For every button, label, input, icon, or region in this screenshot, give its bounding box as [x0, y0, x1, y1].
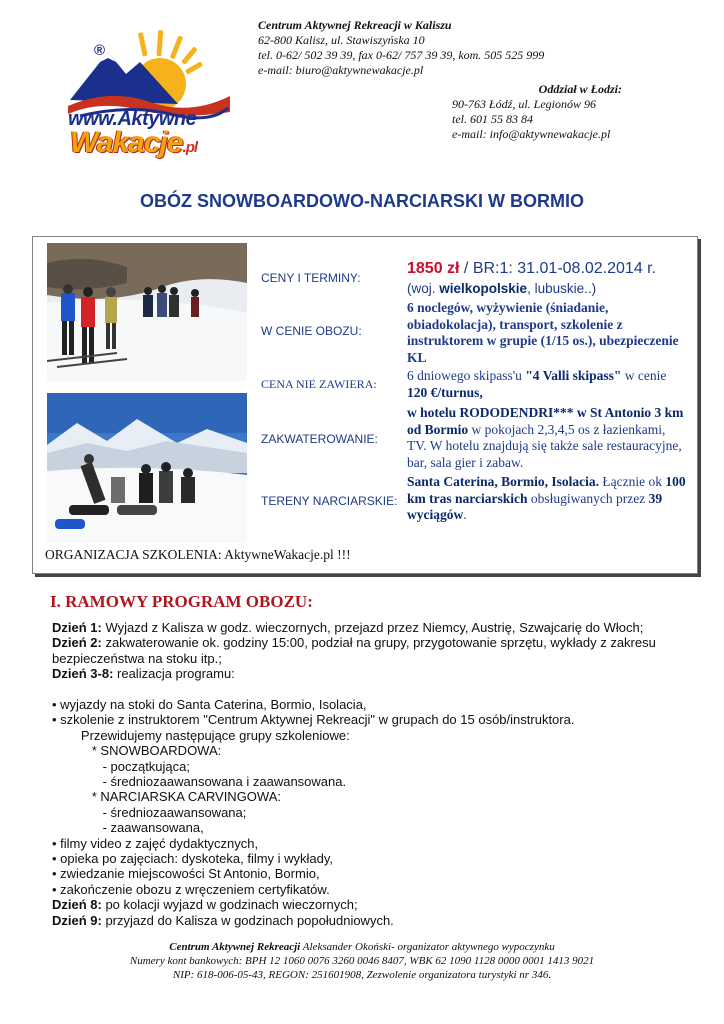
sun-mountain-logo-icon: [60, 22, 230, 122]
program-line: [52, 635, 692, 650]
program-day-label: Dzień 9:: [52, 912, 102, 928]
training-organizer: ORGANIZACJA SZKOLENIA: AktywneWakacje.pl !!!: [45, 547, 351, 562]
program-line: [52, 789, 692, 804]
program-line-text: - zaawansowana,: [52, 820, 204, 836]
program-line: [52, 913, 692, 928]
program-line-text: przyjazd do Kalisza w godzinach popołudniowych.: [101, 912, 394, 928]
logo-brand-top: Aktywne: [117, 108, 197, 130]
terrain-mid2: obsługiwanych przez: [527, 490, 649, 506]
excluded-pre: 6 dniowego skipass'u: [407, 368, 526, 383]
program-line-text: Przewidujemy następujące grupy szkoleniowe:: [52, 727, 350, 743]
program-line: [52, 882, 692, 897]
excluded-mid: w cenie: [621, 368, 667, 383]
footer-ids: NIP: 618-006-05-43, REGON: 251601908, Zezwolenie organizatora turystyki nr 346.: [172, 969, 552, 981]
branch-label: Oddział w Łodzi:: [538, 82, 622, 96]
program-line-text: bezpieczeństwa na stoku itp.;: [52, 650, 222, 666]
offer-box: [32, 236, 698, 574]
value-ski-terrain: [407, 474, 687, 524]
footer: [0, 940, 724, 982]
branch-phone: tel. 601 55 83 84: [452, 112, 533, 126]
program-line-text: • zakończenie obozu z wręczeniem certyfikatów.: [52, 881, 330, 897]
page-title: OBÓZ SNOWBOARDOWO-NARCIARSKI W BORMIO: [140, 191, 584, 211]
value-included: 6 noclegów, wyżywienie (śniadanie, obiadokolacja), transport, szkolenie z instruktorem w grupie (1/15 os.), ubezpieczenie KL: [407, 300, 679, 365]
program-line-text: - początkująca;: [52, 758, 190, 774]
excluded-skipass: "4 Valli skipass": [525, 368, 622, 383]
excluded-price: 120 €/turnus,: [407, 384, 483, 400]
program-line-text: - średniozaawansowana;: [52, 804, 247, 820]
terrain-end: .: [463, 507, 467, 522]
program-line: [52, 836, 692, 851]
program-line: [52, 851, 692, 866]
company-email[interactable]: e-mail: biuro@aktywnewakacje.pl: [258, 63, 424, 77]
logo-brand-bottom: Wakacje: [70, 126, 183, 159]
program-line: [52, 897, 692, 912]
ski-group-photo-1: [47, 243, 247, 381]
program-line: [52, 682, 692, 697]
program-line-text: • opieka po zajęciach: dyskoteka, filmy i wykłady,: [52, 851, 334, 867]
footer-org-rest: Aleksander Okoński- organizator aktywnego wypoczynku: [300, 941, 555, 953]
program-line: [52, 805, 692, 820]
branch-address: 90-763 Łódź, ul. Legionów 96: [452, 97, 597, 111]
program-line-text: - średniozaawansowana i zaawansowana.: [52, 774, 347, 790]
logo-brand-text: [70, 126, 197, 160]
photo-snowboarders-icon: [47, 393, 247, 543]
value-region: [407, 281, 687, 298]
program-line-text: po kolacji wyjazd w godzinach wieczornych;: [101, 897, 358, 913]
program-line-text: * SNOWBOARDOWA:: [52, 743, 222, 759]
program-day-label: Dzień 8:: [52, 897, 102, 913]
program-line-text: • wyjazdy na stoki do Santa Caterina, Bormio, Isolacia,: [52, 697, 367, 713]
value-price: [407, 261, 687, 278]
logo-brand-tld: .pl: [182, 139, 198, 156]
label-accommodation: ZAKWATEROWANIE:: [261, 432, 378, 446]
label-excluded: CENA NIE ZAWIERA:: [261, 377, 377, 391]
price-dates: / BR:1: 31.01-08.02.2014 r.: [459, 260, 657, 277]
company-logo: [60, 22, 230, 162]
branch-contact: [452, 82, 622, 142]
terrain-lifts: 39 wyciągów: [407, 490, 663, 522]
terrain-mid: Łącznie ok: [599, 474, 666, 489]
program-line-text: Wyjazd z Kalisza w godz. wieczornych, przejazd przez Niemcy, Austrię, Szwajcarię do Włoch;: [101, 620, 644, 635]
photo-skiers-icon: [47, 243, 247, 381]
company-phones: tel. 0-62/ 502 39 39, fax 0-62/ 757 39 39, kom. 505 525 999: [258, 48, 545, 62]
program-day-label: Dzień 1:: [52, 620, 102, 635]
program-line-text: realizacja programu:: [113, 666, 235, 682]
program-line: [52, 820, 692, 835]
label-ski-terrain: TERENY NARCIARSKIE:: [261, 494, 398, 508]
program-line: [52, 743, 692, 758]
program-line: [52, 759, 692, 774]
region-pre: (woj.: [407, 281, 440, 296]
program-line-text: • szkolenie z instruktorem "Centrum Aktywnej Rekreacji" w grupach do 15 osób/instruktora.: [52, 712, 575, 728]
program-line: [52, 774, 692, 789]
footer-bank: Numery kont bankowych: BPH 12 1060 0076 3260 0046 8407, WBK 62 1090 1128 0000 0001 1413 9021: [129, 955, 595, 967]
company-address: 62-800 Kalisz, ul. Stawiszyńska 10: [258, 33, 425, 47]
program-line: [52, 697, 692, 712]
terrain-resorts: Santa Caterina, Bormio, Isolacia.: [407, 474, 599, 489]
program-line: [52, 728, 692, 743]
program-list: [52, 620, 692, 928]
logo-www: www.: [68, 108, 118, 130]
hotel-details: w pokojach 2,3,4,5 os z łazienkami, TV. W hotelu znajdują się także sale restauracyjne, bar, sala gier i zabaw.: [407, 421, 682, 470]
program-line: [52, 712, 692, 727]
label-prices-dates: CENY I TERMINY:: [261, 271, 361, 285]
program-line: [52, 666, 692, 681]
ski-group-photo-2: [47, 393, 247, 543]
region-post: , lubuskie..): [527, 281, 597, 296]
program-day-label: Dzień 3-8:: [52, 666, 114, 682]
value-accommodation: [407, 405, 687, 471]
program-heading: I. RAMOWY PROGRAM OBOZU:: [50, 592, 313, 611]
label-included: W CENIE OBOZU:: [261, 324, 362, 338]
hotel-name: w hotelu RODODENDRI*** w St Antonio 3 km od Bormio: [407, 405, 684, 437]
footer-org-bold: Centrum Aktywnej Rekreacji: [169, 941, 301, 953]
program-line-text: zakwaterowanie ok. godziny 15:00, podział na grupy, przygotowanie sprzętu, wykłady z zakresu: [101, 635, 656, 651]
company-name: Centrum Aktywnej Rekreacji w Kaliszu: [258, 18, 452, 32]
branch-email[interactable]: e-mail: info@aktywnewakacje.pl: [452, 127, 611, 141]
price-amount: 1850 zł: [407, 260, 460, 277]
program-line-text: • filmy video z zajęć dydaktycznych,: [52, 835, 259, 851]
terrain-km: 100 km tras narciarskich: [407, 474, 686, 506]
program-line: [52, 620, 692, 635]
value-excluded: [407, 368, 687, 401]
footer-organizer: [0, 940, 724, 954]
program-line: [52, 866, 692, 881]
registered-mark: ®: [94, 42, 106, 59]
program-line: [52, 651, 692, 666]
program-day-label: Dzień 2:: [52, 635, 102, 651]
region-bold: wielkopolskie: [439, 281, 528, 296]
program-line-text: * NARCIARSKA CARVINGOWA:: [52, 789, 281, 805]
company-contact: [258, 18, 544, 78]
program-line-text: • zwiedzanie miejscowości St Antonio, Bormio,: [52, 866, 320, 882]
